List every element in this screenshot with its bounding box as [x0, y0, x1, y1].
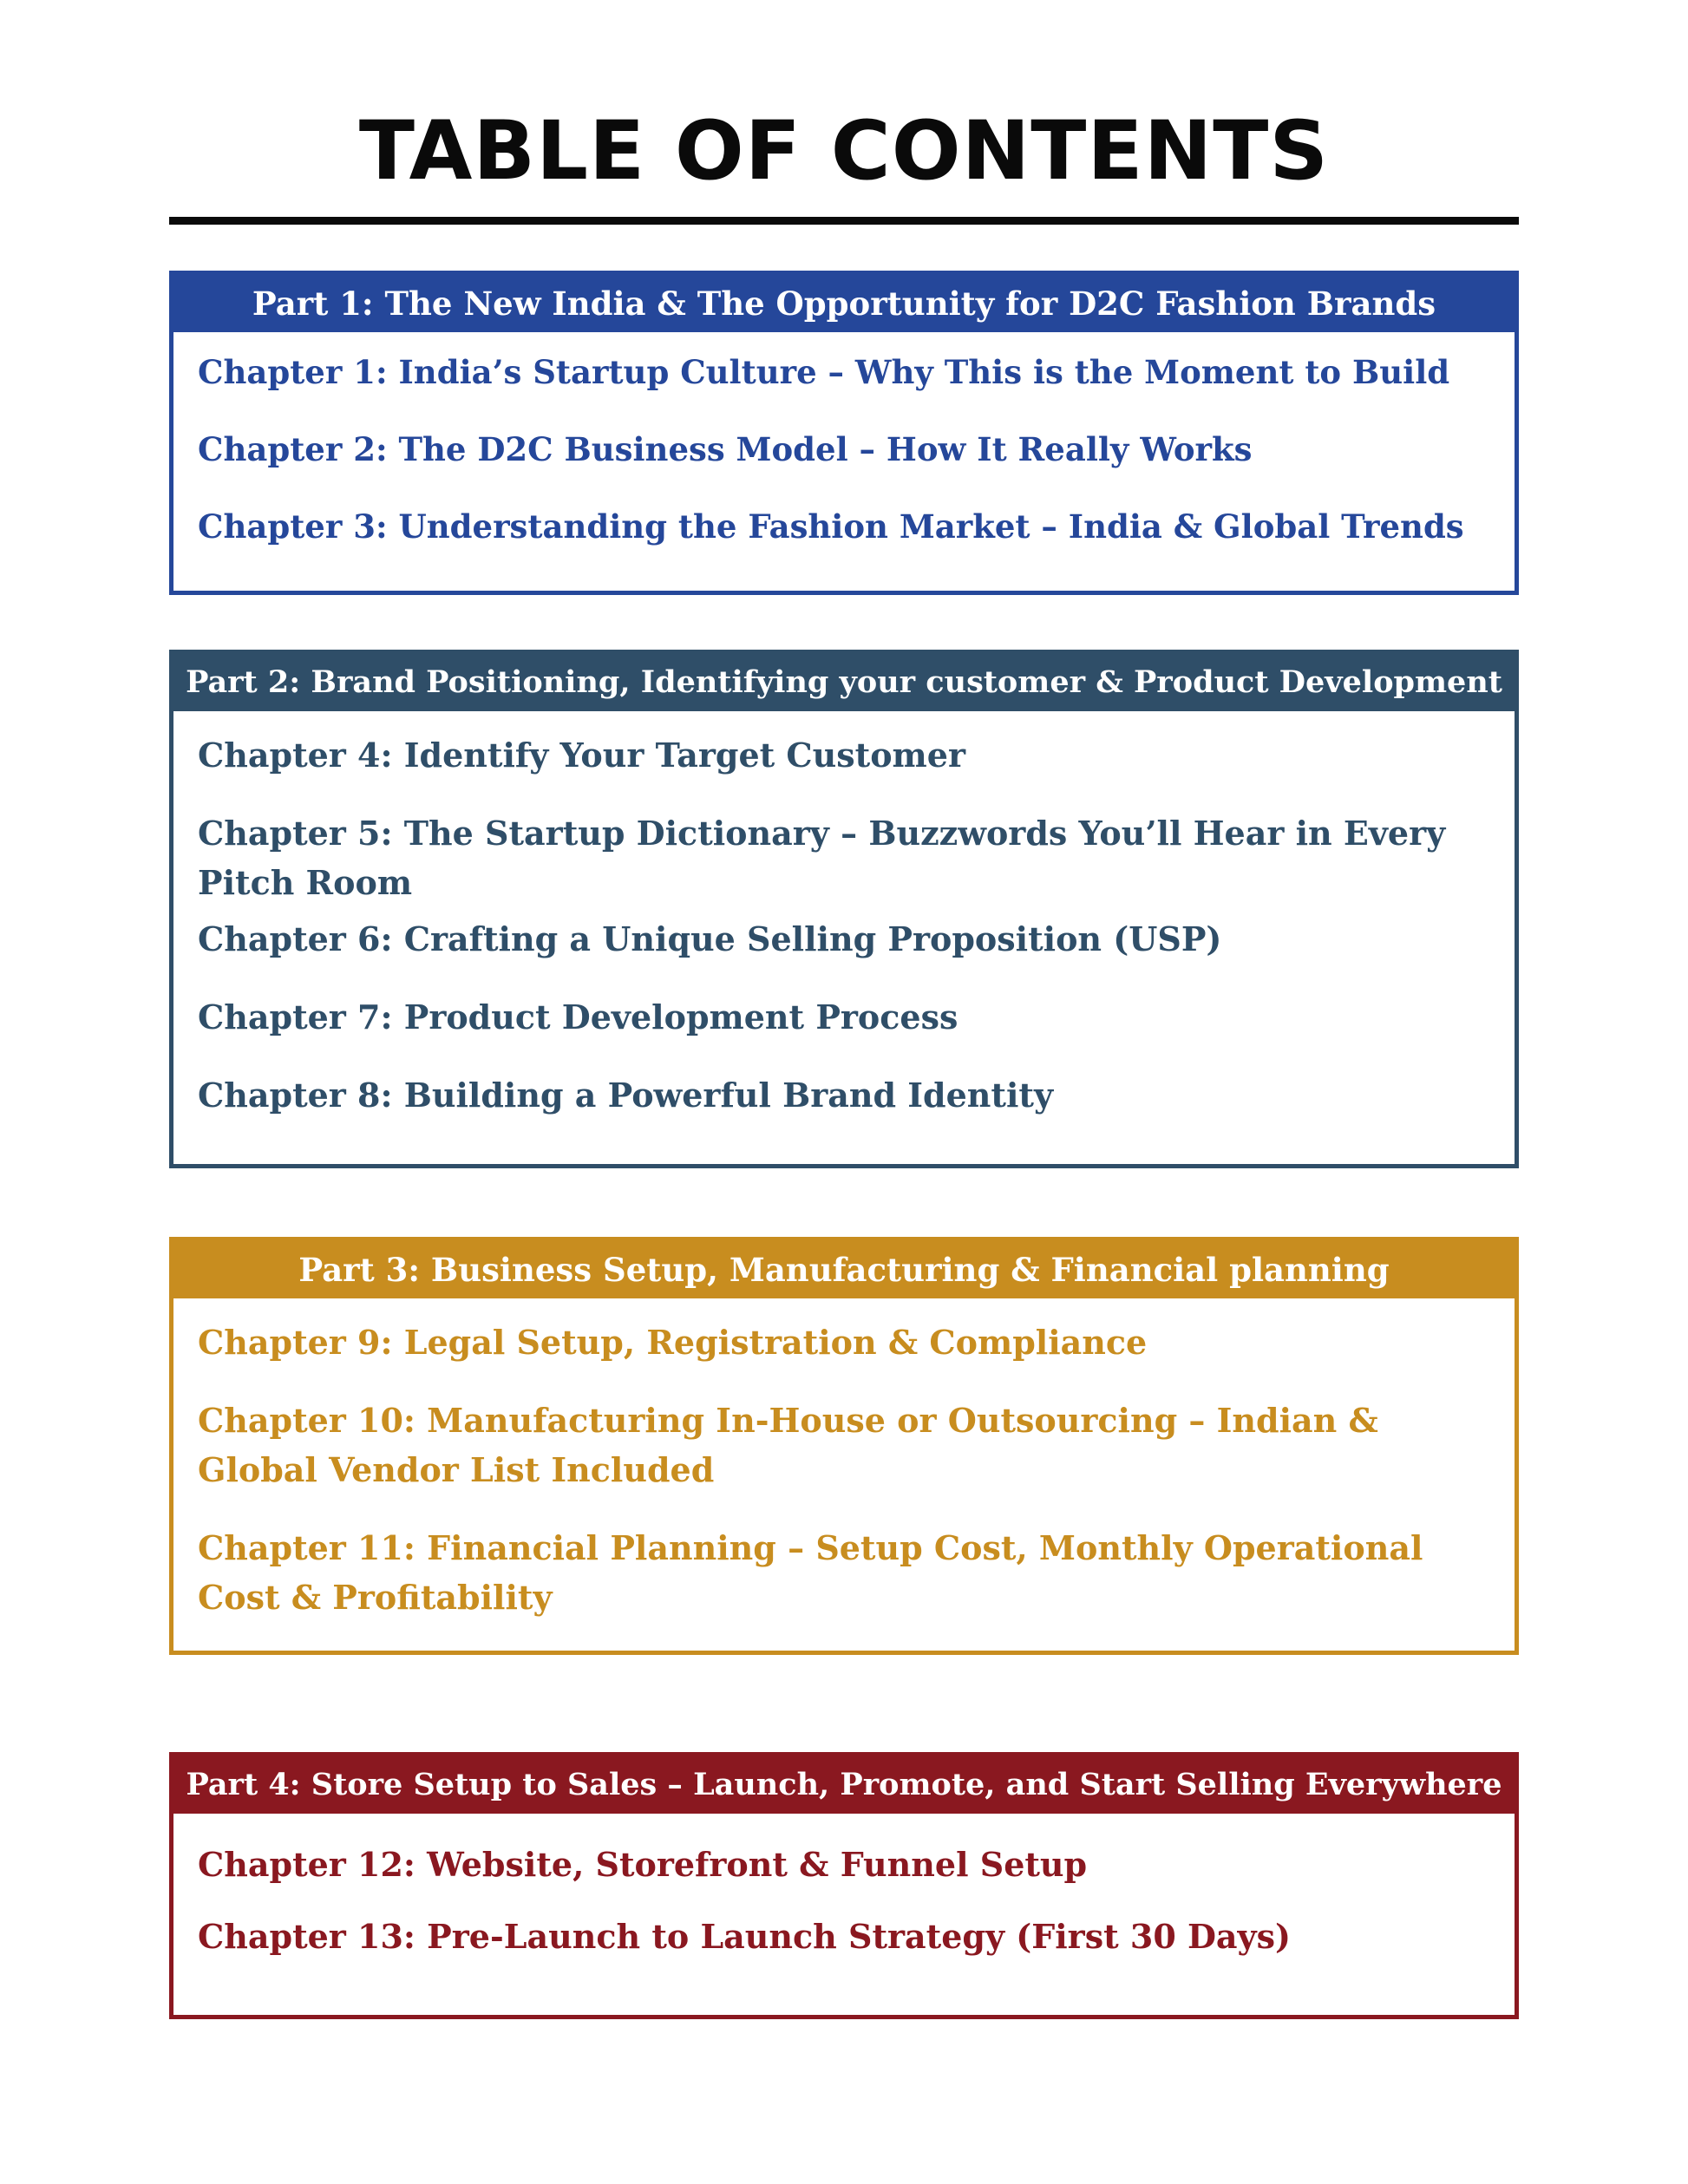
chapter-10-entry[interactable]: Chapter 10: Manufacturing In-House or Outsourcing – Indian & Global Vendor List Included: [198, 1401, 1378, 1489]
part-1-chapter-list: [173, 332, 1515, 552]
chapter-3-entry[interactable]: Chapter 3: Understanding the Fashion Market – India & Global Trends: [198, 507, 1464, 546]
part-4-heading: Part 4: Store Setup to Sales – Launch, Promote, and Start Selling Everywhere: [173, 1756, 1515, 1814]
chapter-6-entry[interactable]: Chapter 6: Crafting a Unique Selling Proposition (USP): [198, 919, 1222, 958]
chapter-8-entry[interactable]: Chapter 8: Building a Powerful Brand Identity: [198, 1076, 1054, 1115]
part-4-box: [169, 1752, 1519, 2019]
chapter-9-entry[interactable]: Chapter 9: Legal Setup, Registration & Compliance: [198, 1323, 1148, 1362]
chapter-13-entry[interactable]: Chapter 13: Pre-Launch to Launch Strategy (First 30 Days): [198, 1917, 1292, 1956]
part-2-box: [169, 650, 1519, 1168]
part-3-box: [169, 1237, 1519, 1655]
chapter-7-entry[interactable]: Chapter 7: Product Development Process: [198, 997, 958, 1036]
chapter-1-entry[interactable]: Chapter 1: India’s Startup Culture – Why This is the Moment to Build: [198, 353, 1450, 391]
page-title: TABLE OF CONTENTS: [358, 104, 1330, 199]
part-2-heading: Part 2: Brand Positioning, Identifying your customer & Product Development: [173, 654, 1515, 711]
chapter-11-entry[interactable]: Chapter 11: Financial Planning – Setup Cost, Monthly Operational Cost & Profitability: [198, 1528, 1423, 1617]
part-1-heading: Part 1: The New India & The Opportunity for D2C Fashion Brands: [173, 275, 1515, 332]
part-2-chapter-list: [173, 711, 1515, 1120]
part-3-chapter-list: [173, 1298, 1515, 1622]
chapter-12-entry[interactable]: Chapter 12: Website, Storefront & Funnel Setup: [198, 1845, 1088, 1884]
part-1-box: [169, 271, 1519, 595]
part-3-heading: Part 3: Business Setup, Manufacturing & Financial planning: [173, 1241, 1515, 1298]
chapter-2-entry[interactable]: Chapter 2: The D2C Business Model – How It Really Works: [198, 430, 1253, 468]
title-underline: [169, 217, 1519, 225]
chapter-4-entry[interactable]: Chapter 4: Identify Your Target Customer: [198, 736, 965, 775]
chapter-5-entry[interactable]: Chapter 5: The Startup Dictionary – Buzzwords You’ll Hear in Every Pitch Room: [198, 814, 1446, 902]
part-4-chapter-list: [173, 1814, 1515, 1961]
